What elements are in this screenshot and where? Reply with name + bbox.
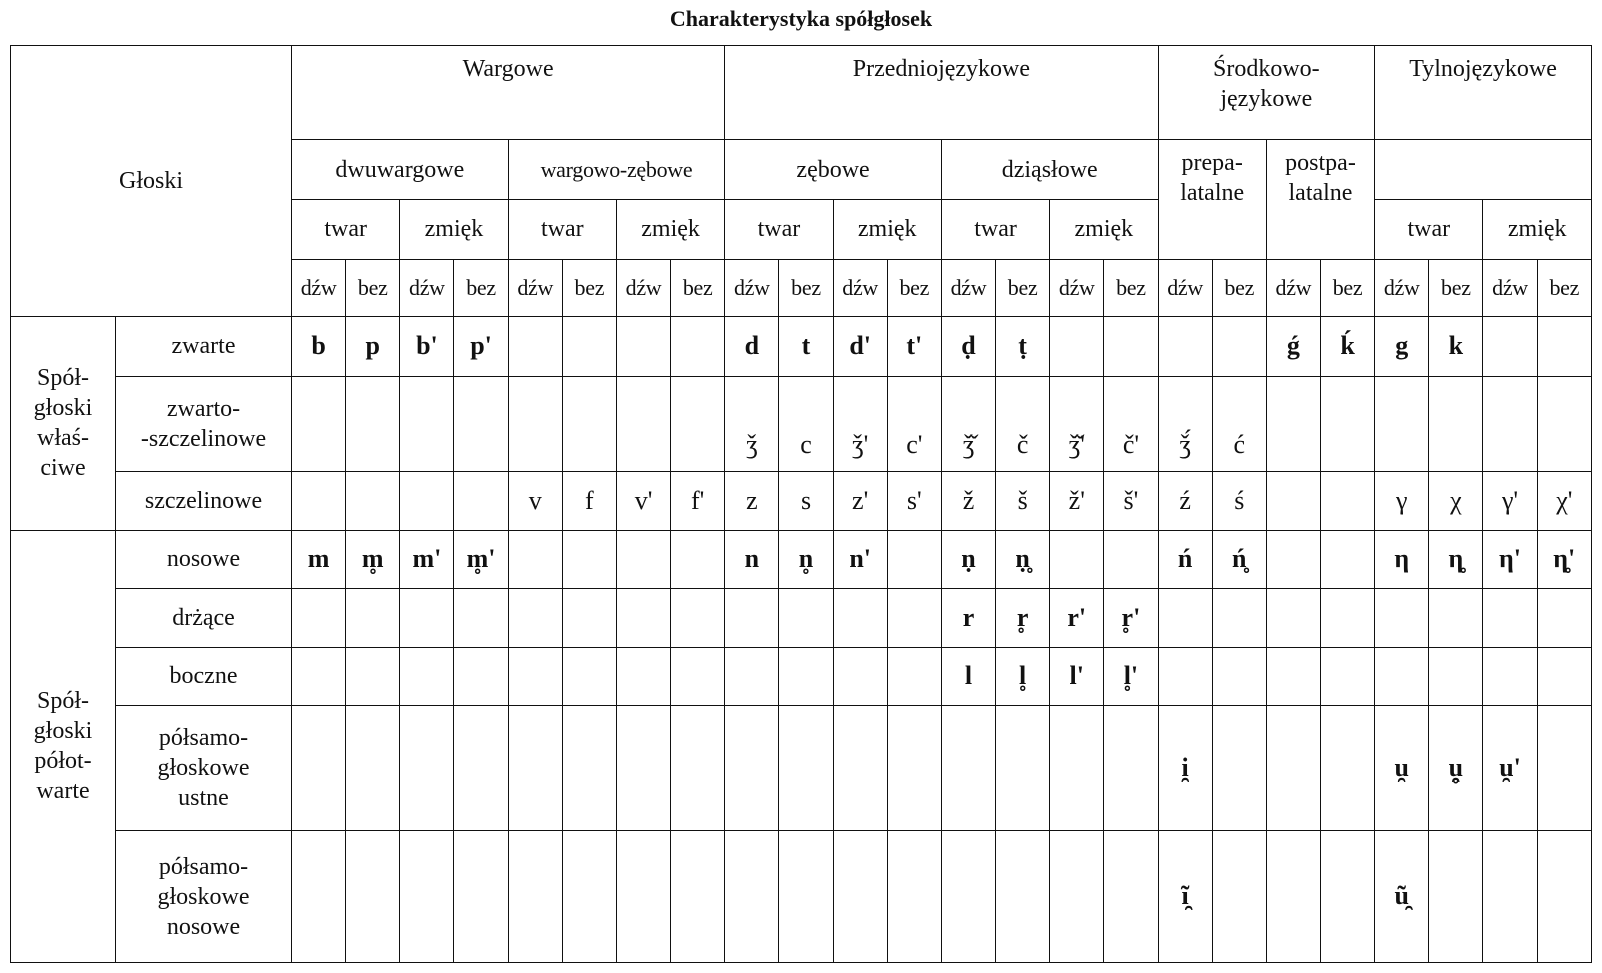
symbol-cell <box>1483 317 1537 377</box>
symbol-cell <box>454 706 508 831</box>
symbol-cell: η <box>1375 530 1429 589</box>
zebowe-header: zębowe <box>725 140 942 200</box>
dzw-header: dźw <box>1375 259 1429 317</box>
symbol-cell: b' <box>400 317 454 377</box>
table-row <box>11 647 1592 706</box>
symbol-cell <box>725 706 779 831</box>
postpalatalne-header: postpa- latalne <box>1266 140 1374 259</box>
table-row <box>11 317 1592 377</box>
symbol-cell <box>725 831 779 963</box>
symbol-cell <box>1429 376 1483 471</box>
symbol-cell: š' <box>1104 472 1158 531</box>
symbol-cell: z <box>725 472 779 531</box>
symbol-cell <box>400 589 454 648</box>
symbol-cell: χ' <box>1537 472 1591 531</box>
symbol-cell: n' <box>833 530 887 589</box>
symbol-cell: n <box>725 530 779 589</box>
symbol-cell <box>562 647 616 706</box>
bez-header: bez <box>1537 259 1591 317</box>
bez-header: bez <box>454 259 508 317</box>
symbol-cell <box>1266 706 1320 831</box>
symbol-cell <box>1050 317 1104 377</box>
symbol-cell <box>562 706 616 831</box>
symbol-cell <box>671 376 725 471</box>
symbol-cell <box>833 589 887 648</box>
symbol-cell <box>1158 317 1212 377</box>
symbol-cell <box>887 831 941 963</box>
symbol-cell: p <box>346 317 400 377</box>
symbol-cell <box>1104 530 1158 589</box>
symbol-cell: ś <box>1212 472 1266 531</box>
symbol-cell <box>1320 589 1374 648</box>
symbol-cell <box>1537 647 1591 706</box>
bez-header: bez <box>887 259 941 317</box>
symbol-cell: m' <box>400 530 454 589</box>
zmiek-header: zmięk <box>1050 200 1158 260</box>
symbol-cell <box>454 647 508 706</box>
symbol-cell <box>996 831 1050 963</box>
symbol-cell: η̥' <box>1537 530 1591 589</box>
symbol-cell <box>1212 706 1266 831</box>
symbol-cell <box>1320 647 1374 706</box>
tylnojezykowe-header: Tylnojęzykowe <box>1375 46 1592 140</box>
symbol-cell <box>292 472 346 531</box>
symbol-cell <box>996 706 1050 831</box>
symbol-cell: d' <box>833 317 887 377</box>
symbol-cell: c <box>779 376 833 471</box>
twar-header: twar <box>1375 200 1483 260</box>
table-row <box>11 530 1592 589</box>
symbol-cell: s <box>779 472 833 531</box>
symbol-cell <box>508 530 562 589</box>
symbol-cell <box>1104 317 1158 377</box>
dziaslowe-header: dziąsłowe <box>941 140 1158 200</box>
symbol-cell: ǵ <box>1266 317 1320 377</box>
symbol-cell: u̯' <box>1483 706 1537 831</box>
symbol-cell: č <box>996 376 1050 471</box>
symbol-cell <box>1266 589 1320 648</box>
symbol-cell <box>1104 831 1158 963</box>
zmiek-header: zmięk <box>1483 200 1592 260</box>
symbol-cell <box>562 589 616 648</box>
row-label: półsamo- głoskowe ustne <box>116 706 292 831</box>
symbol-cell <box>1212 589 1266 648</box>
symbol-cell <box>292 647 346 706</box>
symbol-cell: t' <box>887 317 941 377</box>
group-spolgloski-polotwarte: Spół- głoski półot- warte <box>11 530 116 962</box>
symbol-cell <box>1375 647 1429 706</box>
symbol-cell <box>671 317 725 377</box>
row-label: półsamo- głoskowe nosowe <box>116 831 292 963</box>
symbol-cell <box>1429 589 1483 648</box>
dzw-header: dźw <box>1483 259 1537 317</box>
symbol-cell <box>454 472 508 531</box>
symbol-cell <box>1266 831 1320 963</box>
symbol-cell <box>779 706 833 831</box>
symbol-cell: ń <box>1158 530 1212 589</box>
symbol-cell <box>1483 831 1537 963</box>
symbol-cell: v <box>508 472 562 531</box>
symbol-cell: s' <box>887 472 941 531</box>
twar-header: twar <box>941 200 1049 260</box>
symbol-cell <box>779 831 833 963</box>
dzw-header: dźw <box>725 259 779 317</box>
table-row <box>11 472 1592 531</box>
symbol-cell: t <box>779 317 833 377</box>
symbol-cell <box>1483 647 1537 706</box>
symbol-cell: η̥ <box>1429 530 1483 589</box>
symbol-cell <box>1266 647 1320 706</box>
symbol-cell <box>1375 589 1429 648</box>
bez-header: bez <box>1429 259 1483 317</box>
symbol-cell <box>454 831 508 963</box>
symbol-cell: ṇ̥ <box>996 530 1050 589</box>
symbol-cell: l̥ <box>996 647 1050 706</box>
symbol-cell <box>508 589 562 648</box>
symbol-cell <box>671 530 725 589</box>
symbol-cell <box>1320 376 1374 471</box>
row-label: zwarte <box>116 317 292 377</box>
symbol-cell <box>1375 376 1429 471</box>
table-row <box>11 831 1592 963</box>
dzw-header: dźw <box>1050 259 1104 317</box>
symbol-cell <box>1537 589 1591 648</box>
symbol-cell <box>346 706 400 831</box>
symbol-cell <box>1104 706 1158 831</box>
table-row <box>11 376 1592 471</box>
symbol-cell <box>508 647 562 706</box>
symbol-cell: ṭ <box>996 317 1050 377</box>
symbol-cell: b <box>292 317 346 377</box>
symbol-cell: š <box>996 472 1050 531</box>
symbol-cell <box>1266 376 1320 471</box>
symbol-cell: m̥ <box>346 530 400 589</box>
symbol-cell <box>1537 706 1591 831</box>
symbol-cell <box>779 647 833 706</box>
row-label: zwarto- -szczelinowe <box>116 376 292 471</box>
symbol-cell <box>1537 317 1591 377</box>
dwuwargowe-header: dwuwargowe <box>292 140 509 200</box>
symbol-cell <box>671 647 725 706</box>
symbol-cell: ṇ <box>941 530 995 589</box>
symbol-cell <box>346 647 400 706</box>
symbol-cell <box>887 589 941 648</box>
symbol-cell <box>562 376 616 471</box>
symbol-cell <box>1212 831 1266 963</box>
symbol-cell <box>292 376 346 471</box>
symbol-cell <box>1050 831 1104 963</box>
symbol-cell: r̥' <box>1104 589 1158 648</box>
symbol-cell <box>562 831 616 963</box>
dzw-header: dźw <box>400 259 454 317</box>
symbol-cell: ǯ̌ <box>941 376 995 471</box>
srodkowojezykowe-header: Środkowo- językowe <box>1158 46 1375 140</box>
symbol-cell: l̥' <box>1104 647 1158 706</box>
symbol-cell: m <box>292 530 346 589</box>
symbol-cell <box>887 647 941 706</box>
symbol-cell: ǯ̌' <box>1050 376 1104 471</box>
symbol-cell <box>562 317 616 377</box>
symbol-cell <box>887 706 941 831</box>
symbol-cell <box>1158 589 1212 648</box>
symbol-cell <box>725 647 779 706</box>
symbol-cell: χ <box>1429 472 1483 531</box>
dzw-header: dźw <box>941 259 995 317</box>
symbol-cell <box>1429 647 1483 706</box>
dzw-header: dźw <box>1158 259 1212 317</box>
symbol-cell: ž <box>941 472 995 531</box>
symbol-cell <box>292 706 346 831</box>
wargowo-zebowe-header: wargowo-zębowe <box>508 140 725 200</box>
symbol-cell <box>833 831 887 963</box>
symbol-cell: z' <box>833 472 887 531</box>
symbol-cell <box>346 376 400 471</box>
dzw-header: dźw <box>1266 259 1320 317</box>
symbol-cell: r' <box>1050 589 1104 648</box>
page-title: Charakterystyka spółgłosek <box>669 6 933 31</box>
symbol-cell: ḱ <box>1320 317 1374 377</box>
bez-header: bez <box>996 259 1050 317</box>
symbol-cell <box>616 317 670 377</box>
symbol-cell: γ <box>1375 472 1429 531</box>
symbol-cell <box>454 376 508 471</box>
symbol-cell: ḍ <box>941 317 995 377</box>
symbol-cell <box>1266 472 1320 531</box>
symbol-cell <box>671 831 725 963</box>
symbol-cell <box>562 530 616 589</box>
symbol-cell <box>1483 376 1537 471</box>
symbol-cell <box>616 589 670 648</box>
bez-header: bez <box>1104 259 1158 317</box>
symbol-cell <box>833 706 887 831</box>
symbol-cell <box>616 530 670 589</box>
symbol-cell: ĩ̯ <box>1158 831 1212 963</box>
symbol-cell <box>616 376 670 471</box>
symbol-cell: v' <box>616 472 670 531</box>
bez-header: bez <box>562 259 616 317</box>
symbol-cell: η' <box>1483 530 1537 589</box>
dzw-header: dźw <box>833 259 887 317</box>
symbol-cell: ǯ <box>725 376 779 471</box>
prepalatalne-header: prepa- latalne <box>1158 140 1266 259</box>
wargowe-header: Wargowe <box>292 46 725 140</box>
symbol-cell <box>346 472 400 531</box>
symbol-cell <box>1212 647 1266 706</box>
symbol-cell <box>508 317 562 377</box>
symbol-cell <box>400 831 454 963</box>
symbol-cell <box>671 706 725 831</box>
symbol-cell: m̥' <box>454 530 508 589</box>
gloski-header: Głoski <box>11 46 292 317</box>
symbol-cell <box>1483 589 1537 648</box>
symbol-cell: f' <box>671 472 725 531</box>
symbol-cell <box>454 589 508 648</box>
symbol-cell <box>1429 831 1483 963</box>
przedniojezykowe-header: Przedniojęzykowe <box>725 46 1158 140</box>
symbol-cell <box>508 706 562 831</box>
symbol-cell: ǯ́ <box>1158 376 1212 471</box>
symbol-cell <box>400 706 454 831</box>
dzw-header: dźw <box>292 259 346 317</box>
symbol-cell <box>616 831 670 963</box>
tylnojezykowe-subheader-empty <box>1375 140 1592 200</box>
table-row <box>11 589 1592 648</box>
symbol-cell: ń̥ <box>1212 530 1266 589</box>
symbol-cell: u̯̥ <box>1429 706 1483 831</box>
symbol-cell: r̥ <box>996 589 1050 648</box>
symbol-cell <box>1158 647 1212 706</box>
bez-header: bez <box>671 259 725 317</box>
symbol-cell <box>941 706 995 831</box>
symbol-cell <box>1050 530 1104 589</box>
symbol-cell: r <box>941 589 995 648</box>
symbol-cell: u̯ <box>1375 706 1429 831</box>
symbol-cell: f <box>562 472 616 531</box>
bez-header: bez <box>1320 259 1374 317</box>
symbol-cell: l' <box>1050 647 1104 706</box>
symbol-cell <box>1537 376 1591 471</box>
symbol-cell <box>292 589 346 648</box>
symbol-cell: p' <box>454 317 508 377</box>
symbol-cell: ž' <box>1050 472 1104 531</box>
symbol-cell <box>616 647 670 706</box>
symbol-cell: i̯ <box>1158 706 1212 831</box>
symbol-cell <box>1050 706 1104 831</box>
symbol-cell <box>941 831 995 963</box>
symbol-cell <box>508 376 562 471</box>
symbol-cell: d <box>725 317 779 377</box>
zmiek-header: zmięk <box>400 200 508 260</box>
table-row <box>11 706 1592 831</box>
symbol-cell <box>508 831 562 963</box>
symbol-cell: ź <box>1158 472 1212 531</box>
symbol-cell <box>400 647 454 706</box>
symbol-cell <box>779 589 833 648</box>
symbol-cell <box>887 530 941 589</box>
symbol-cell: ǯ' <box>833 376 887 471</box>
bez-header: bez <box>779 259 833 317</box>
symbol-cell <box>1320 530 1374 589</box>
bez-header: bez <box>346 259 400 317</box>
symbol-cell <box>616 706 670 831</box>
group-spolgloski-wlasciwe: Spół- głoski właś- ciwe <box>11 317 116 531</box>
symbol-cell: č' <box>1104 376 1158 471</box>
twar-header: twar <box>292 200 400 260</box>
symbol-cell <box>346 589 400 648</box>
header-row <box>11 46 1592 140</box>
twar-header: twar <box>508 200 616 260</box>
symbol-cell: ũ̯ <box>1375 831 1429 963</box>
row-label: boczne <box>116 647 292 706</box>
symbol-cell <box>725 589 779 648</box>
symbol-cell <box>1537 831 1591 963</box>
twar-header: twar <box>725 200 833 260</box>
row-label: szczelinowe <box>116 472 292 531</box>
symbol-cell: l <box>941 647 995 706</box>
symbol-cell: ć <box>1212 376 1266 471</box>
symbol-cell: γ' <box>1483 472 1537 531</box>
row-label: nosowe <box>116 530 292 589</box>
symbol-cell <box>400 376 454 471</box>
row-label: drżące <box>116 589 292 648</box>
bez-header: bez <box>1212 259 1266 317</box>
symbol-cell: c' <box>887 376 941 471</box>
symbol-cell <box>400 472 454 531</box>
symbol-cell: n̥ <box>779 530 833 589</box>
symbol-cell: k <box>1429 317 1483 377</box>
symbol-cell <box>833 647 887 706</box>
symbol-cell <box>1320 706 1374 831</box>
zmiek-header: zmięk <box>616 200 724 260</box>
symbol-cell <box>671 589 725 648</box>
symbol-cell <box>1320 472 1374 531</box>
dzw-header: dźw <box>616 259 670 317</box>
zmiek-header: zmięk <box>833 200 941 260</box>
symbol-cell: g <box>1375 317 1429 377</box>
symbol-cell <box>1320 831 1374 963</box>
symbol-cell <box>1266 530 1320 589</box>
symbol-cell <box>346 831 400 963</box>
symbol-cell <box>292 831 346 963</box>
symbol-cell <box>1212 317 1266 377</box>
dzw-header: dźw <box>508 259 562 317</box>
consonant-table <box>10 45 1592 963</box>
